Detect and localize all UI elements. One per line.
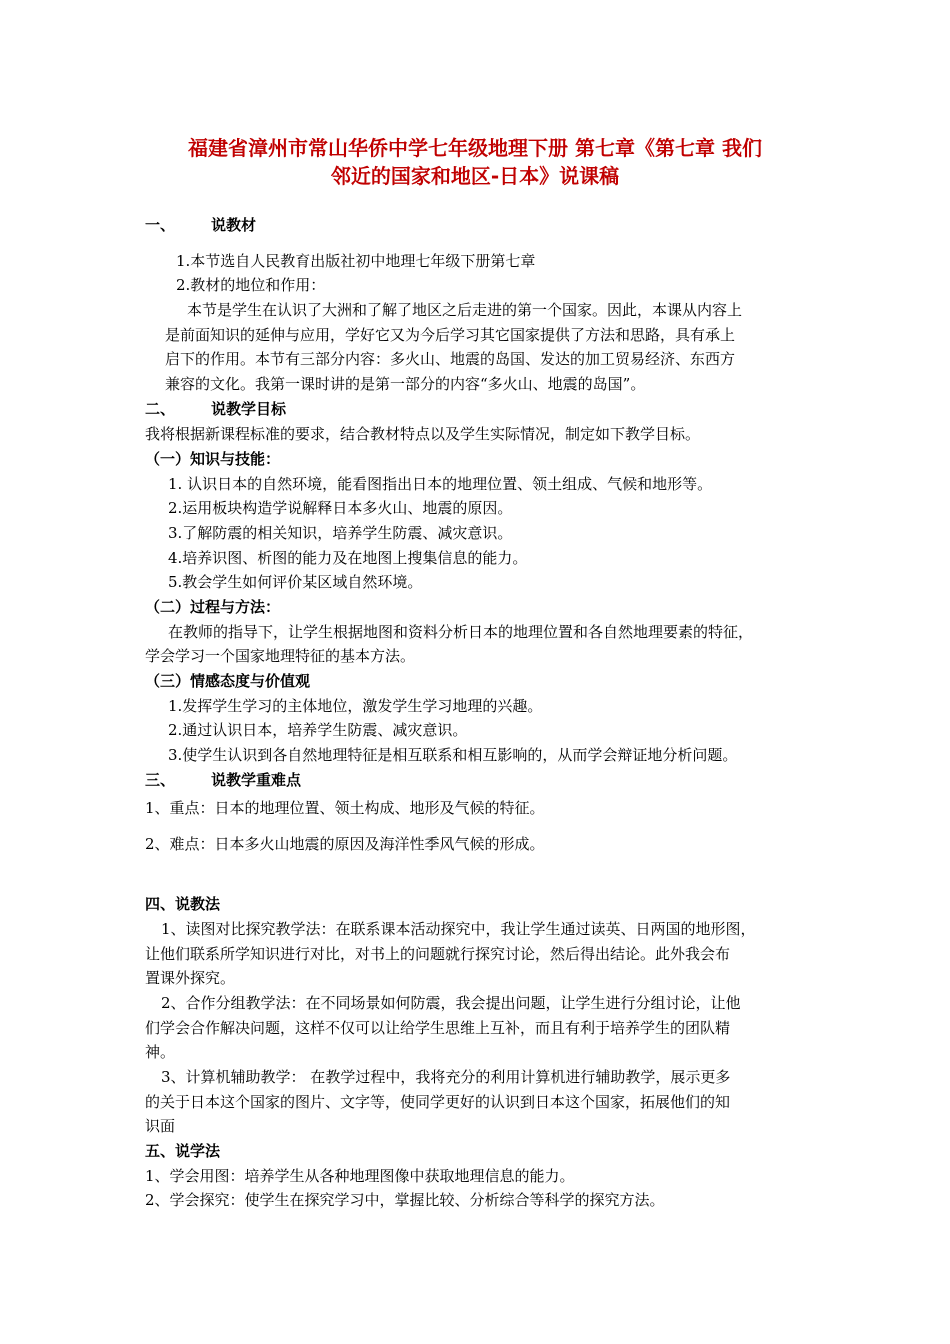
sec1-para-line: 是前面知识的延伸与应用，学好它又为今后学习其它国家提供了方法和思路，具有承上: [165, 326, 736, 344]
sec2-subheading-process: （二）过程与方法：: [145, 598, 281, 616]
sec3-item-difficulty: 2、难点：日本多火山地震的原因及海洋性季风气候的形成。: [145, 835, 545, 853]
sec2-knowledge-item: 2.运用板块构造学说解释日本多火山、地震的原因。: [168, 499, 513, 517]
section-1-number: 一、: [145, 216, 176, 234]
section-5-heading: 五、说学法: [145, 1142, 221, 1160]
sec2-attitude-item: 1.发挥学生学习的主体地位，激发学生学习地理的兴趣。: [168, 697, 543, 715]
sec4-line: 们学会合作解决问题，这样不仅可以让给学生思维上互补，而且有利于培养学生的团队精: [145, 1019, 731, 1037]
section-3-number: 三、: [145, 771, 176, 789]
sec2-knowledge-item: 5.教会学生如何评价某区域自然环境。: [168, 573, 423, 591]
section-1-label: 说教材: [211, 216, 257, 234]
sec4-line: 3、计算机辅助教学： 在教学过程中，我将充分的利用计算机进行辅助教学，展示更多: [161, 1068, 731, 1086]
sec4-line: 识面: [145, 1117, 176, 1135]
sec2-subheading-attitude: （三）情感态度与价值观: [145, 672, 311, 690]
sec3-item-key-point: 1、重点：日本的地理位置、领土构成、地形及气候的特征。: [145, 799, 545, 817]
sec2-process-line: 在教师的指导下，让学生根据地图和资料分析日本的地理位置和各自然地理要素的特征，: [168, 623, 754, 641]
sec2-attitude-item: 2.通过认识日本，培养学生防震、减灾意识。: [168, 721, 468, 739]
section-3-label: 说教学重难点: [211, 771, 302, 789]
sec4-line: 1、读图对比探究教学法：在联系课本活动探究中，我让学生通过读英、日两国的地形图，: [161, 920, 756, 938]
sec2-knowledge-item: 4.培养识图、析图的能力及在地图上搜集信息的能力。: [168, 549, 528, 567]
sec2-process-line: 学会学习一个国家地理特征的基本方法。: [145, 647, 416, 665]
sec5-item-2: 2、学会探究：使学生在探究学习中，掌握比较、分析综合等科学的探究方法。: [145, 1191, 665, 1209]
sec4-line: 置课外探究。: [145, 969, 236, 987]
document-title-line-1: 福建省漳州市常山华侨中学七年级地理下册 第七章《第七章 我们: [188, 136, 762, 160]
sec2-intro: 我将根据新课程标准的要求，结合教材特点以及学生实际情况，制定如下教学目标。: [145, 425, 701, 443]
sec1-item-2: 2.教材的地位和作用：: [176, 276, 326, 294]
section-2-heading: [145, 398, 286, 420]
sec4-line: 的关于日本这个国家的图片、文字等，使同学更好的认识到日本这个国家，拓展他们的知: [145, 1093, 731, 1111]
sec2-knowledge-item: 3.了解防震的相关知识，培养学生防震、减灾意识。: [168, 524, 513, 542]
section-3-heading: [145, 769, 301, 791]
sec2-knowledge-item: 1. 认识日本的自然环境，能看图指出日本的地理位置、领土组成、气候和地形等。: [168, 475, 713, 493]
sec2-subheading-knowledge: （一）知识与技能：: [145, 450, 281, 468]
section-1-heading: [145, 214, 256, 236]
section-2-label: 说教学目标: [211, 400, 287, 418]
document-title-line-2: 邻近的国家和地区-日本》说课稿: [330, 164, 620, 188]
sec1-para-line: 启下的作用。本节有三部分内容：多火山、地震的岛国、发达的加工贸易经济、东西方: [165, 350, 736, 368]
sec5-item-1: 1、学会用图：培养学生从各种地理图像中获取地理信息的能力。: [145, 1167, 575, 1185]
sec2-attitude-item: 3.使学生认识到各自然地理特征是相互联系和相互影响的，从而学会辩证地分析问题。: [168, 746, 738, 764]
section-2-number: 二、: [145, 400, 176, 418]
section-4-heading: 四、说教法: [145, 895, 221, 913]
sec4-line: 让他们联系所学知识进行对比，对书上的问题就行探究讨论，然后得出结论。此外我会布: [145, 945, 731, 963]
sec1-para-line: 兼容的文化。我第一课时讲的是第一部分的内容“多火山、地震的岛国”。: [165, 375, 646, 393]
sec1-para-line: 本节是学生在认识了大洲和了解了地区之后走进的第一个国家。因此，本课从内容上: [187, 301, 743, 319]
sec1-item-1: 1.本节选自人民教育出版社初中地理七年级下册第七章: [176, 252, 536, 270]
sec4-line: 神。: [145, 1043, 176, 1061]
sec4-line: 2、合作分组教学法：在不同场景如何防震，我会提出问题，让学生进行分组讨论，让他: [161, 994, 741, 1012]
